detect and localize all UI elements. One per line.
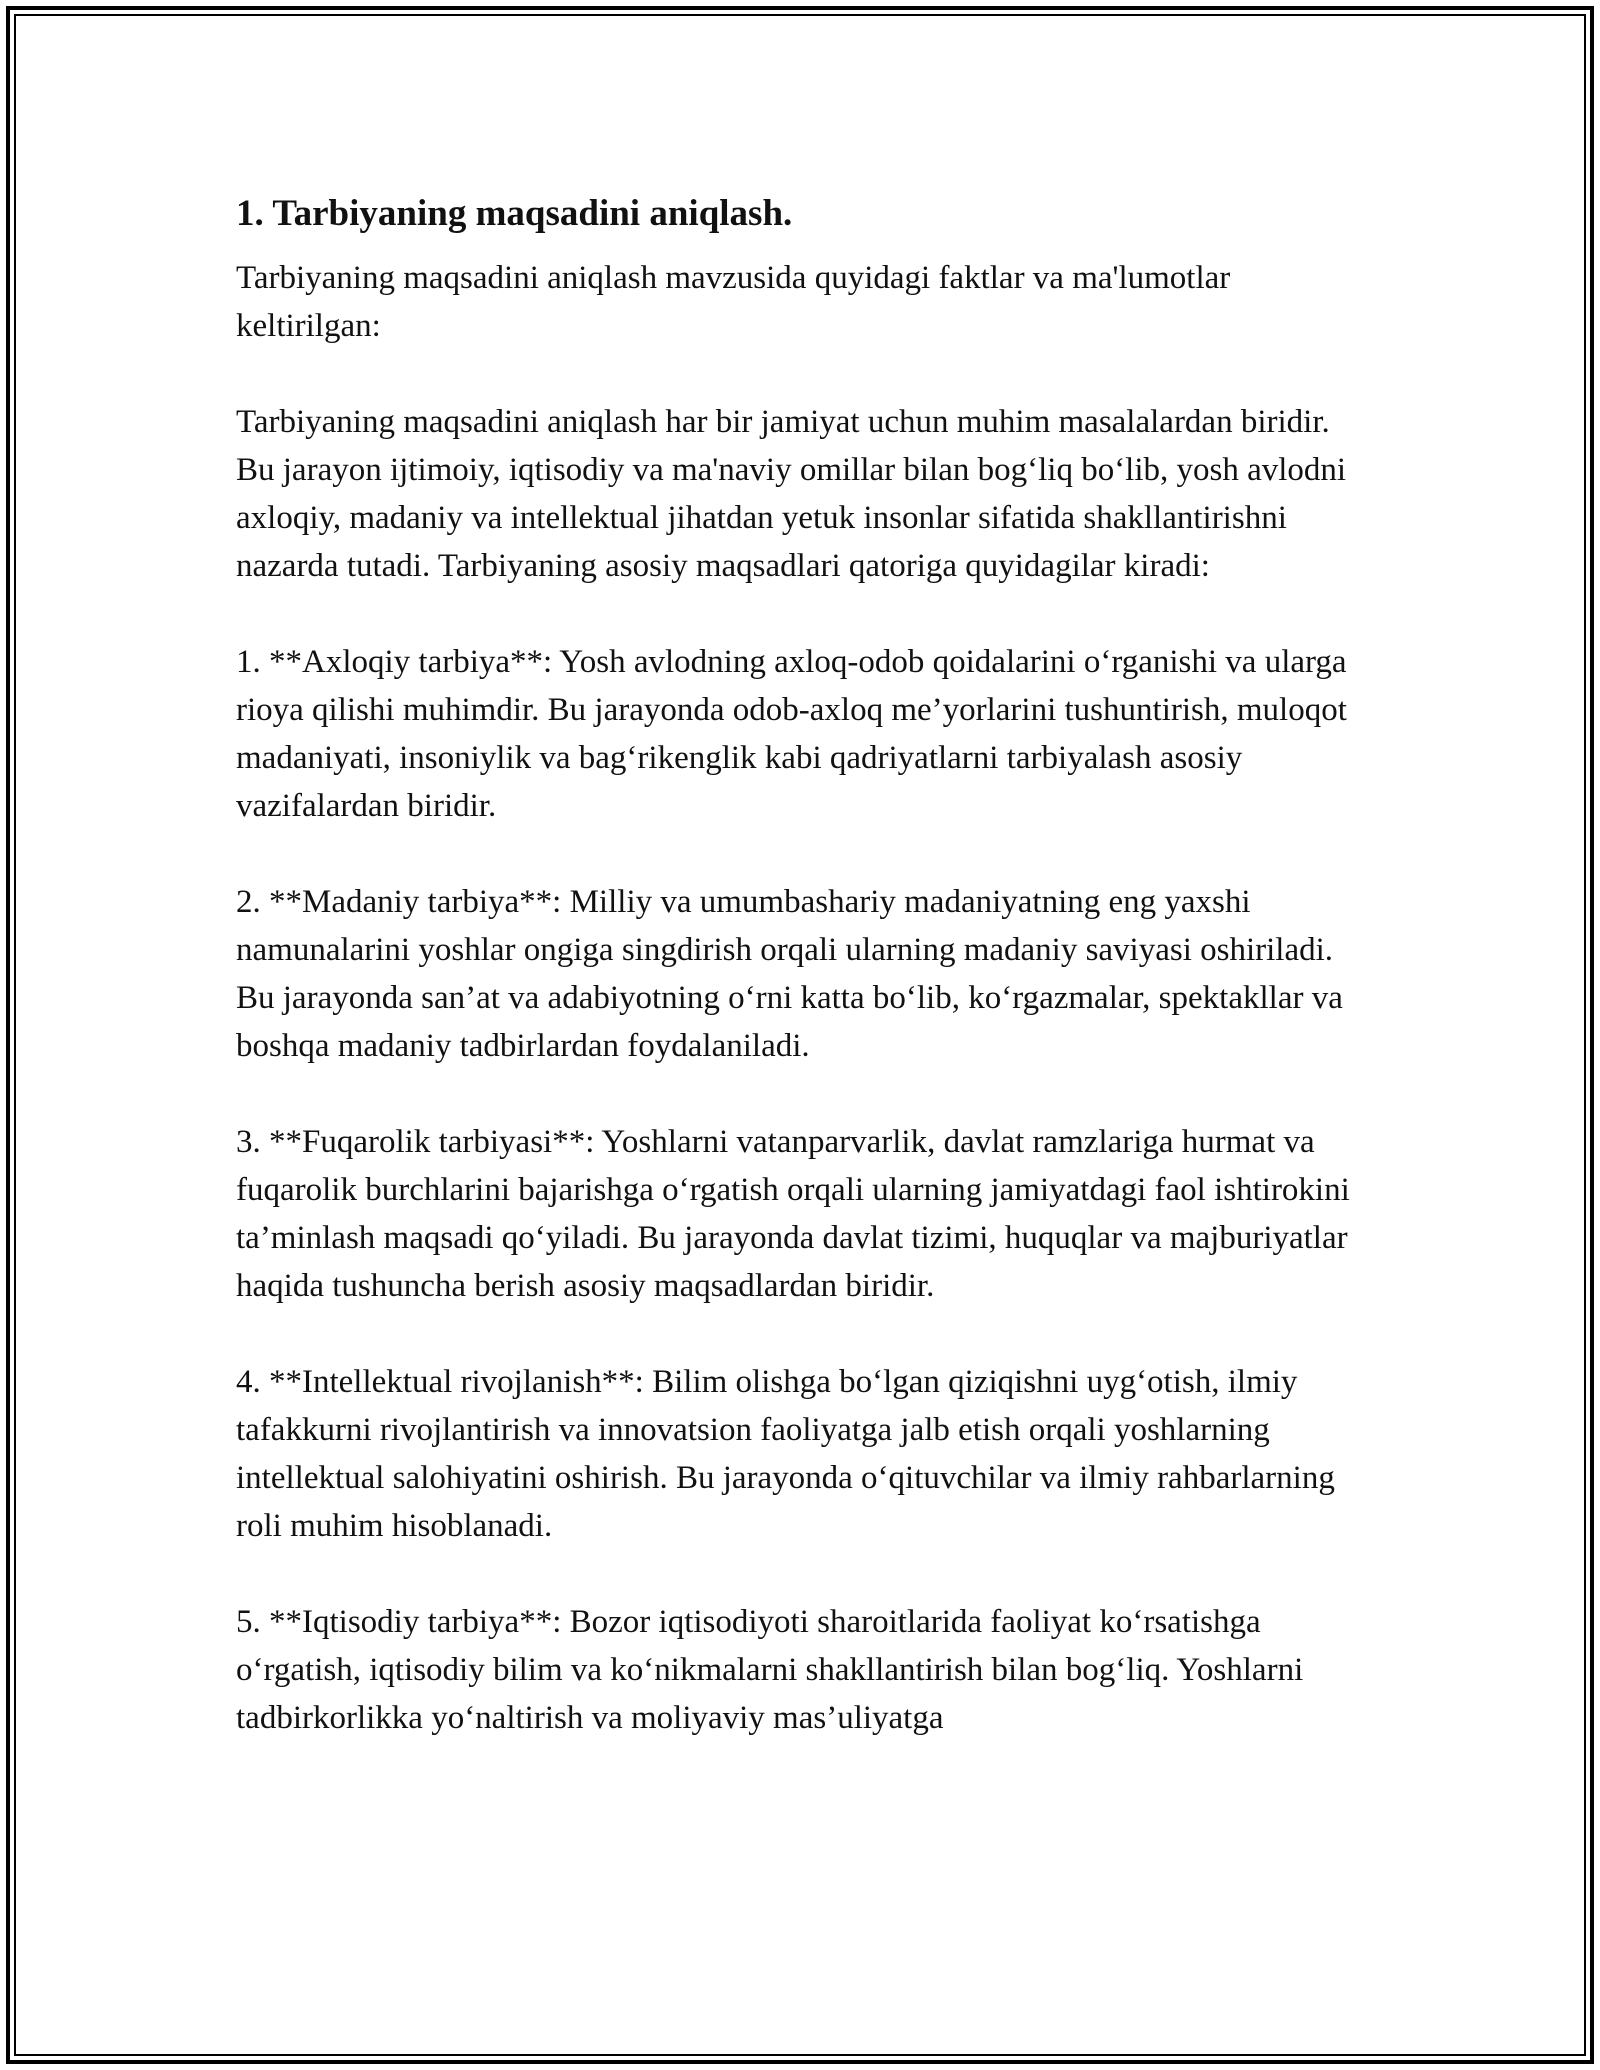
paragraph-overview: Tarbiyaning maqsadini aniqlash har bir jamiyat uchun muhim masalalardan biridir. Bu jarayon ijtimoiy, iqtisodiy va ma'naviy omillar bilan bog‘liq bo‘lib, yosh avlodni axloqiy, madaniy va intellektual jihatdan yetuk insonlar sifatida shakllantirishni nazarda tutadi. Tarbiyaning asosiy maqsadlari qatoriga quyidagilar kiradi: (236, 404, 1347, 584)
document-title: 1. Tarbiyaning maqsadini aniqlash. (236, 193, 793, 234)
paragraph-item-4: 4. **Intellektual rivojlanish**: Bilim olishga bo‘lgan qiziqishni uyg‘otish, ilmiy tafakkurni rivojlantirish va innovatsion faoliyatga jalb etish orqali yoshlarning intellektual salohiyatini oshirish. Bu jarayonda o‘qituvchilar va ilmiy rahbarlarning roli muhim hisoblanadi. (236, 1364, 1335, 1544)
document-body (236, 182, 1376, 1790)
paragraph-item-5: 5. **Iqtisodiy tarbiya**: Bozor iqtisodiyoti sharoitlarida faoliyat ko‘rsatishga o‘rgatish, iqtisodiy bilim va ko‘nikmalarni shakllantirish bilan bog‘liq. Yoshlarni tadbirkorlikka yo‘naltirish va moliyaviy mas’uliyatga (236, 1604, 1304, 1736)
paragraph-item-1: 1. **Axloqiy tarbiya**: Yosh avlodning axloq-odob qoidalarini o‘rganishi va ularga rioya qilishi muhimdir. Bu jarayonda odob-axloq me’yorlarini tushuntirish, muloqot madaniyati, insoniylik va bag‘rikenglik kabi qadriyatlarni tarbiyalash asosiy vazifalardan biridir. (236, 644, 1347, 824)
paragraph-item-3: 3. **Fuqarolik tarbiyasi**: Yoshlarni vatanparvarlik, davlat ramzlariga hurmat va fuqarolik burchlarini bajarishga o‘rgatish orqali ularning jamiyatdagi faol ishtirokini ta’minlash maqsadi qo‘yiladi. Bu jarayonda davlat tizimi, huquqlar va majburiyatlar haqida tushuncha berish asosiy maqsadlardan biridir. (236, 1124, 1350, 1304)
intro-paragraph: Tarbiyaning maqsadini aniqlash mavzusida quyidagi faktlar va ma'lumotlar keltirilgan: (236, 260, 1231, 344)
paragraph-item-2: 2. **Madaniy tarbiya**: Milliy va umumbashariy madaniyatning eng yaxshi namunalarini yoshlar ongiga singdirish orqali ularning madaniy saviyasi oshiriladi. Bu jarayonda san’at va adabiyotning o‘rni katta bo‘lib, ko‘rgazmalar, spektakllar va boshqa madaniy tadbirlardan foydalaniladi. (236, 884, 1343, 1064)
